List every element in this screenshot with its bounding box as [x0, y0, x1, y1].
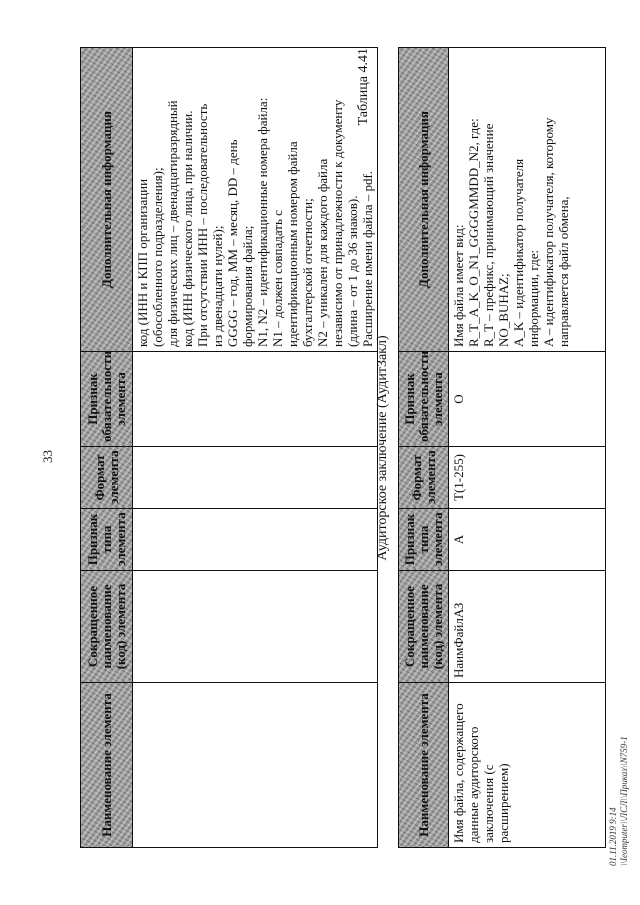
header-type: Признак типа элемента: [81, 509, 133, 571]
header-info: Дополнительная информация: [399, 48, 449, 352]
cell-format: T(1-255): [449, 447, 606, 509]
page-number: 33: [40, 450, 55, 463]
cell-format: [133, 447, 378, 509]
cell-info: код (ИНН и КПП организации (обособленного подразделения); для физических лиц – двенадцатиразрядный код (ИНН физического лица, при наличии. При отсутствии ИНН – последовательность из двенадцати нулей); GGGG – год, MM – месяц, DD – день формирования файла; N1, N2 – идентификационные номера файла: N1 – должен совпадать с идентификационным номером файла бухгалтерской отчетности; N2 – уникален для каждого файла независимо от принадлежности к документу (длина – от 1 до 36 знаков). Расширение имени файла – pdf.: [133, 48, 378, 352]
header-code: Сокращенное наименование (код) элемента: [399, 571, 449, 683]
footer-path: \\Ieomputer\\ЛСЛ\\Приказ\\N759-1: [619, 736, 629, 866]
header-required: Признак обязательности элемента: [399, 352, 449, 447]
table-header-row: [81, 48, 133, 848]
cell-type: А: [449, 509, 606, 571]
header-type: Признак типа элемента: [399, 509, 449, 571]
table-continued: [80, 47, 378, 848]
table-header-row: [399, 48, 449, 848]
cell-type: [133, 509, 378, 571]
cell-required: О: [449, 352, 606, 447]
header-name: Наименование элемента: [399, 683, 449, 848]
cell-info: Имя файла имеет вид: R_T_A_K_O_N1_GGGGMMDD_N2, где: R_T – префикс, принимающий значение NO_BUHAZ; A_K – идентификатор получателя информации, где: A – идентификатор получателя, которому направляется файл обмена,: [449, 48, 606, 352]
header-format: Формат элемента: [81, 447, 133, 509]
cell-code: НаимФайлАЗ: [449, 571, 606, 683]
table-number: Таблица 4.41: [356, 48, 371, 126]
cell-name: Имя файла, содержащего данные аудиторского заключения (с расширением): [449, 683, 606, 848]
header-name: Наименование элемента: [81, 683, 133, 848]
footer-timestamp: 01.11.2019 9:14: [608, 807, 618, 866]
header-required: Признак обязательности элемента: [81, 352, 133, 447]
rotated-content: [40, 28, 630, 868]
cell-name: [133, 683, 378, 848]
header-code: Сокращенное наименование (код) элемента: [81, 571, 133, 683]
table-audit-report: [398, 47, 606, 848]
section-caption: Аудиторское заключение (АудитЗакл): [375, 335, 390, 561]
header-format: Формат элемента: [399, 447, 449, 509]
header-info: Дополнительная информация: [81, 48, 133, 352]
footer: [608, 736, 630, 866]
cell-required: [133, 352, 378, 447]
cell-code: [133, 571, 378, 683]
table-row: [449, 48, 606, 848]
table-row: [133, 48, 378, 848]
